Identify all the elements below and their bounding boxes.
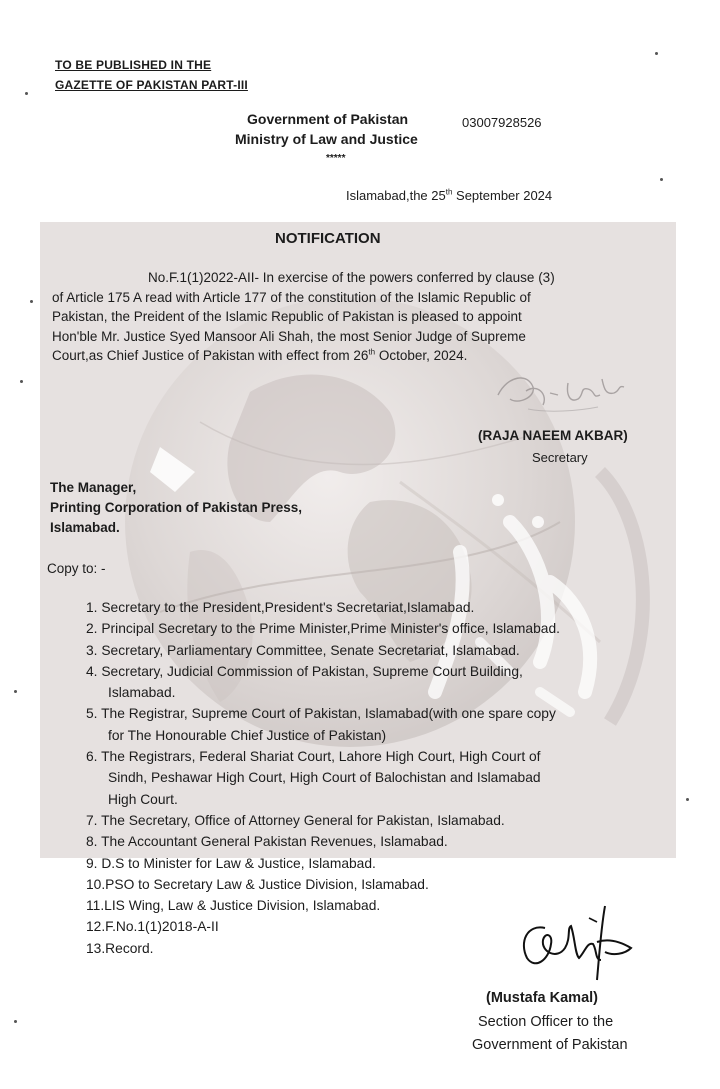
body-line: of Article 175 A read with Article 177 of the constitution of the Islamic Republic of bbox=[52, 289, 531, 305]
ministry-heading: Ministry of Law and Justice bbox=[235, 131, 418, 147]
section-officer-title-1: Section Officer to the bbox=[478, 1014, 614, 1030]
list-item: 3. Secretary, Parliamentary Committee, Senate Secretariat, Islamabad. bbox=[86, 642, 520, 658]
list-item: 12.F.No.1(1)2018-A-II bbox=[86, 919, 219, 935]
body-line: No.F.1(1)2022-AII- In exercise of the powers conferred by clause (3) bbox=[148, 270, 555, 285]
secretary-signature-icon bbox=[488, 365, 638, 425]
addressee-line-2: Printing Corporation of Pakistan Press, bbox=[50, 500, 303, 515]
gazette-line-1: TO BE PUBLISHED IN THE bbox=[55, 58, 212, 72]
copy-to-label: Copy to: - bbox=[47, 561, 106, 576]
scan-speck bbox=[686, 798, 689, 801]
secretary-name: (RAJA NAEEM AKBAR) bbox=[478, 428, 628, 443]
notification-date: Islamabad,the 25th September 2024 bbox=[346, 187, 553, 203]
section-officer-signature-icon bbox=[505, 898, 645, 983]
list-item: 10.PSO to Secretary Law & Justice Division, Islamabad. bbox=[86, 876, 429, 892]
list-item-continuation: High Court. bbox=[108, 791, 178, 807]
list-item: 4. Secretary, Judicial Commission of Pakistan, Supreme Court Building, bbox=[86, 663, 523, 679]
list-item-continuation: for The Honourable Chief Justice of Pakistan) bbox=[108, 727, 387, 743]
scan-speck bbox=[25, 92, 28, 95]
list-item: 1. Secretary to the President,President's Secretariat,Islamabad. bbox=[86, 600, 475, 615]
addressee-line-1: The Manager, bbox=[50, 480, 137, 495]
list-item-continuation: Sindh, Peshawar High Court, High Court of Balochistan and Islamabad bbox=[108, 770, 541, 786]
copy-to-list bbox=[86, 597, 560, 959]
section-officer-title-2: Government of Pakistan bbox=[472, 1037, 628, 1053]
phone-number: 03007928526 bbox=[462, 115, 542, 130]
list-item: 5. The Registrar, Supreme Court of Pakistan, Islamabad(with one spare copy bbox=[86, 706, 556, 722]
list-item: 6. The Registrars, Federal Shariat Court, Lahore High Court, High Court of bbox=[86, 749, 541, 765]
list-item-continuation: Islamabad. bbox=[108, 685, 176, 701]
stars-divider: ***** bbox=[326, 153, 346, 164]
body-line: Hon'ble Mr. Justice Syed Mansoor Ali Shah, the most Senior Judge of Supreme bbox=[52, 328, 526, 344]
notification-title: NOTIFICATION bbox=[275, 230, 381, 247]
list-item: 8. The Accountant General Pakistan Revenues, Islamabad. bbox=[86, 834, 448, 850]
list-item: 7. The Secretary, Office of Attorney General for Pakistan, Islamabad. bbox=[86, 812, 505, 828]
government-heading: Government of Pakistan bbox=[247, 111, 409, 127]
notification-body bbox=[52, 268, 642, 366]
scan-speck bbox=[30, 300, 33, 303]
scan-speck bbox=[14, 1020, 17, 1023]
secretary-title: Secretary bbox=[532, 450, 588, 465]
section-officer-name: (Mustafa Kamal) bbox=[486, 990, 598, 1006]
scan-speck bbox=[660, 178, 663, 181]
addressee-line-3: Islamabad. bbox=[50, 520, 120, 535]
gazette-line-2: GAZETTE OF PAKISTAN PART-III bbox=[55, 78, 248, 92]
list-item: 2. Principal Secretary to the Prime Minister,Prime Minister's office, Islamabad. bbox=[86, 621, 560, 637]
list-item: 13.Record. bbox=[86, 940, 154, 956]
body-line: Court,as Chief Justice of Pakistan with effect from 26th October, 2024. bbox=[52, 347, 468, 363]
scan-speck bbox=[655, 52, 658, 55]
list-item: 9. D.S to Minister for Law & Justice, Islamabad. bbox=[86, 855, 376, 871]
body-line: Pakistan, the Preident of the Islamic Republic of Pakistan is pleased to appoint bbox=[52, 309, 522, 324]
scan-speck bbox=[20, 380, 23, 383]
list-item: 11.LIS Wing, Law & Justice Division, Islamabad. bbox=[86, 898, 381, 914]
scan-speck bbox=[14, 690, 17, 693]
